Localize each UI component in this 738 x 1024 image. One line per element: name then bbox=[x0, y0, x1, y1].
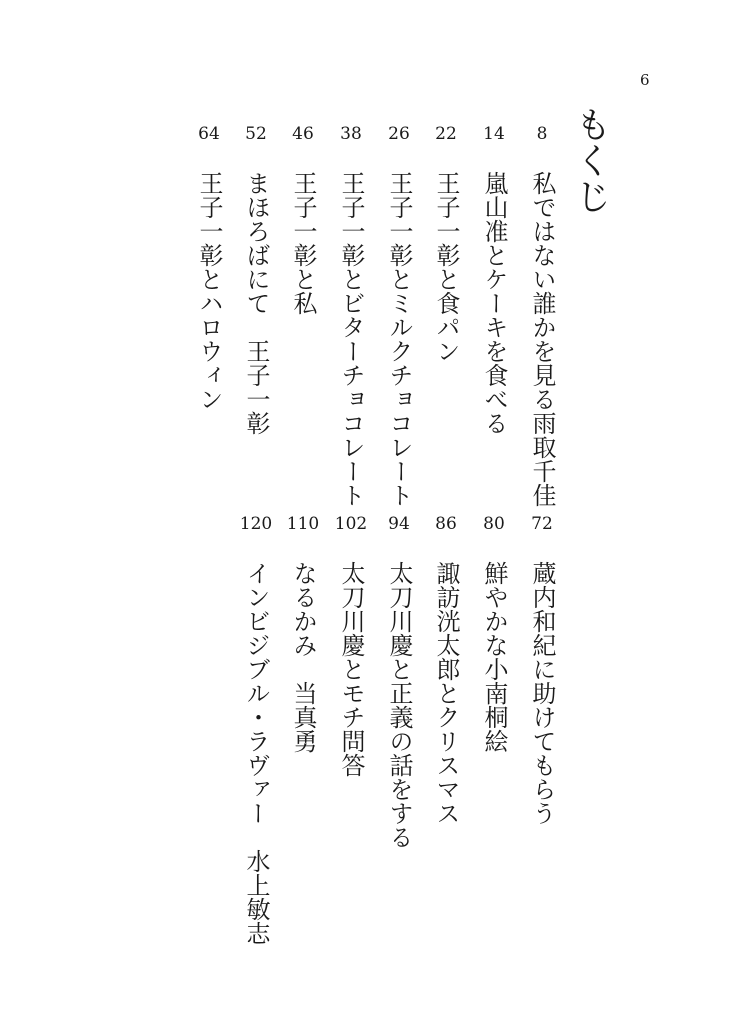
entry-title: 鮮やかな小南桐絵 bbox=[480, 561, 508, 753]
entry-title: 私ではない誰かを見る雨取千佳 bbox=[528, 171, 556, 507]
toc-entry bbox=[379, 124, 419, 507]
entry-title: 太刀川慶と正義の話をする bbox=[385, 561, 413, 849]
entry-page-number: 94 bbox=[388, 514, 410, 534]
toc-entry bbox=[283, 514, 323, 753]
entry-title: 王子一彰と食パン bbox=[432, 171, 460, 363]
toc-entry bbox=[379, 514, 419, 849]
toc-entry bbox=[331, 514, 371, 777]
entry-page-number: 8 bbox=[536, 124, 548, 144]
toc-title: もくじ bbox=[570, 106, 611, 214]
entry-title: 太刀川慶とモチ問答 bbox=[337, 561, 365, 777]
entry-title: 王子一彰とビターチョコレート bbox=[337, 171, 365, 507]
entry-title: インビジブル・ラヴァー 水上敏志 bbox=[242, 561, 270, 945]
toc-entry bbox=[331, 124, 371, 507]
entry-page-number: 64 bbox=[198, 124, 220, 144]
entry-page-number: 14 bbox=[483, 124, 505, 144]
toc-entry bbox=[236, 514, 276, 945]
entry-page-number: 86 bbox=[435, 514, 457, 534]
page-number: 6 bbox=[640, 71, 650, 89]
entry-title: 諏訪洸太郎とクリスマス bbox=[432, 561, 460, 825]
toc-entry bbox=[426, 514, 466, 825]
toc-entry bbox=[474, 124, 514, 435]
entry-page-number: 38 bbox=[340, 124, 362, 144]
entry-page-number: 46 bbox=[292, 124, 314, 144]
entry-title: 蔵内和紀に助けてもらう bbox=[528, 561, 556, 825]
entry-page-number: 52 bbox=[245, 124, 267, 144]
entry-page-number: 26 bbox=[388, 124, 410, 144]
entry-title: 王子一彰とハロウィン bbox=[195, 171, 223, 411]
toc-entry bbox=[522, 124, 562, 507]
entry-title: なるかみ 当真勇 bbox=[289, 561, 317, 753]
toc-entry bbox=[236, 124, 276, 435]
entry-page-number: 102 bbox=[334, 514, 368, 534]
entry-title: まほろばにて 王子一彰 bbox=[242, 171, 270, 435]
entry-page-number: 22 bbox=[435, 124, 457, 144]
toc-entry bbox=[283, 124, 323, 315]
entry-page-number: 110 bbox=[286, 514, 320, 534]
entry-page-number: 120 bbox=[239, 514, 273, 534]
toc-entry bbox=[522, 514, 562, 825]
entry-title: 嵐山准とケーキを食べる bbox=[480, 171, 508, 435]
entry-page-number: 80 bbox=[483, 514, 505, 534]
entry-title: 王子一彰と私 bbox=[289, 171, 317, 315]
entry-page-number: 72 bbox=[531, 514, 553, 534]
toc-entry bbox=[474, 514, 514, 753]
toc-entry bbox=[189, 124, 229, 411]
toc-entry bbox=[426, 124, 466, 363]
entry-title: 王子一彰とミルクチョコレート bbox=[385, 171, 413, 507]
